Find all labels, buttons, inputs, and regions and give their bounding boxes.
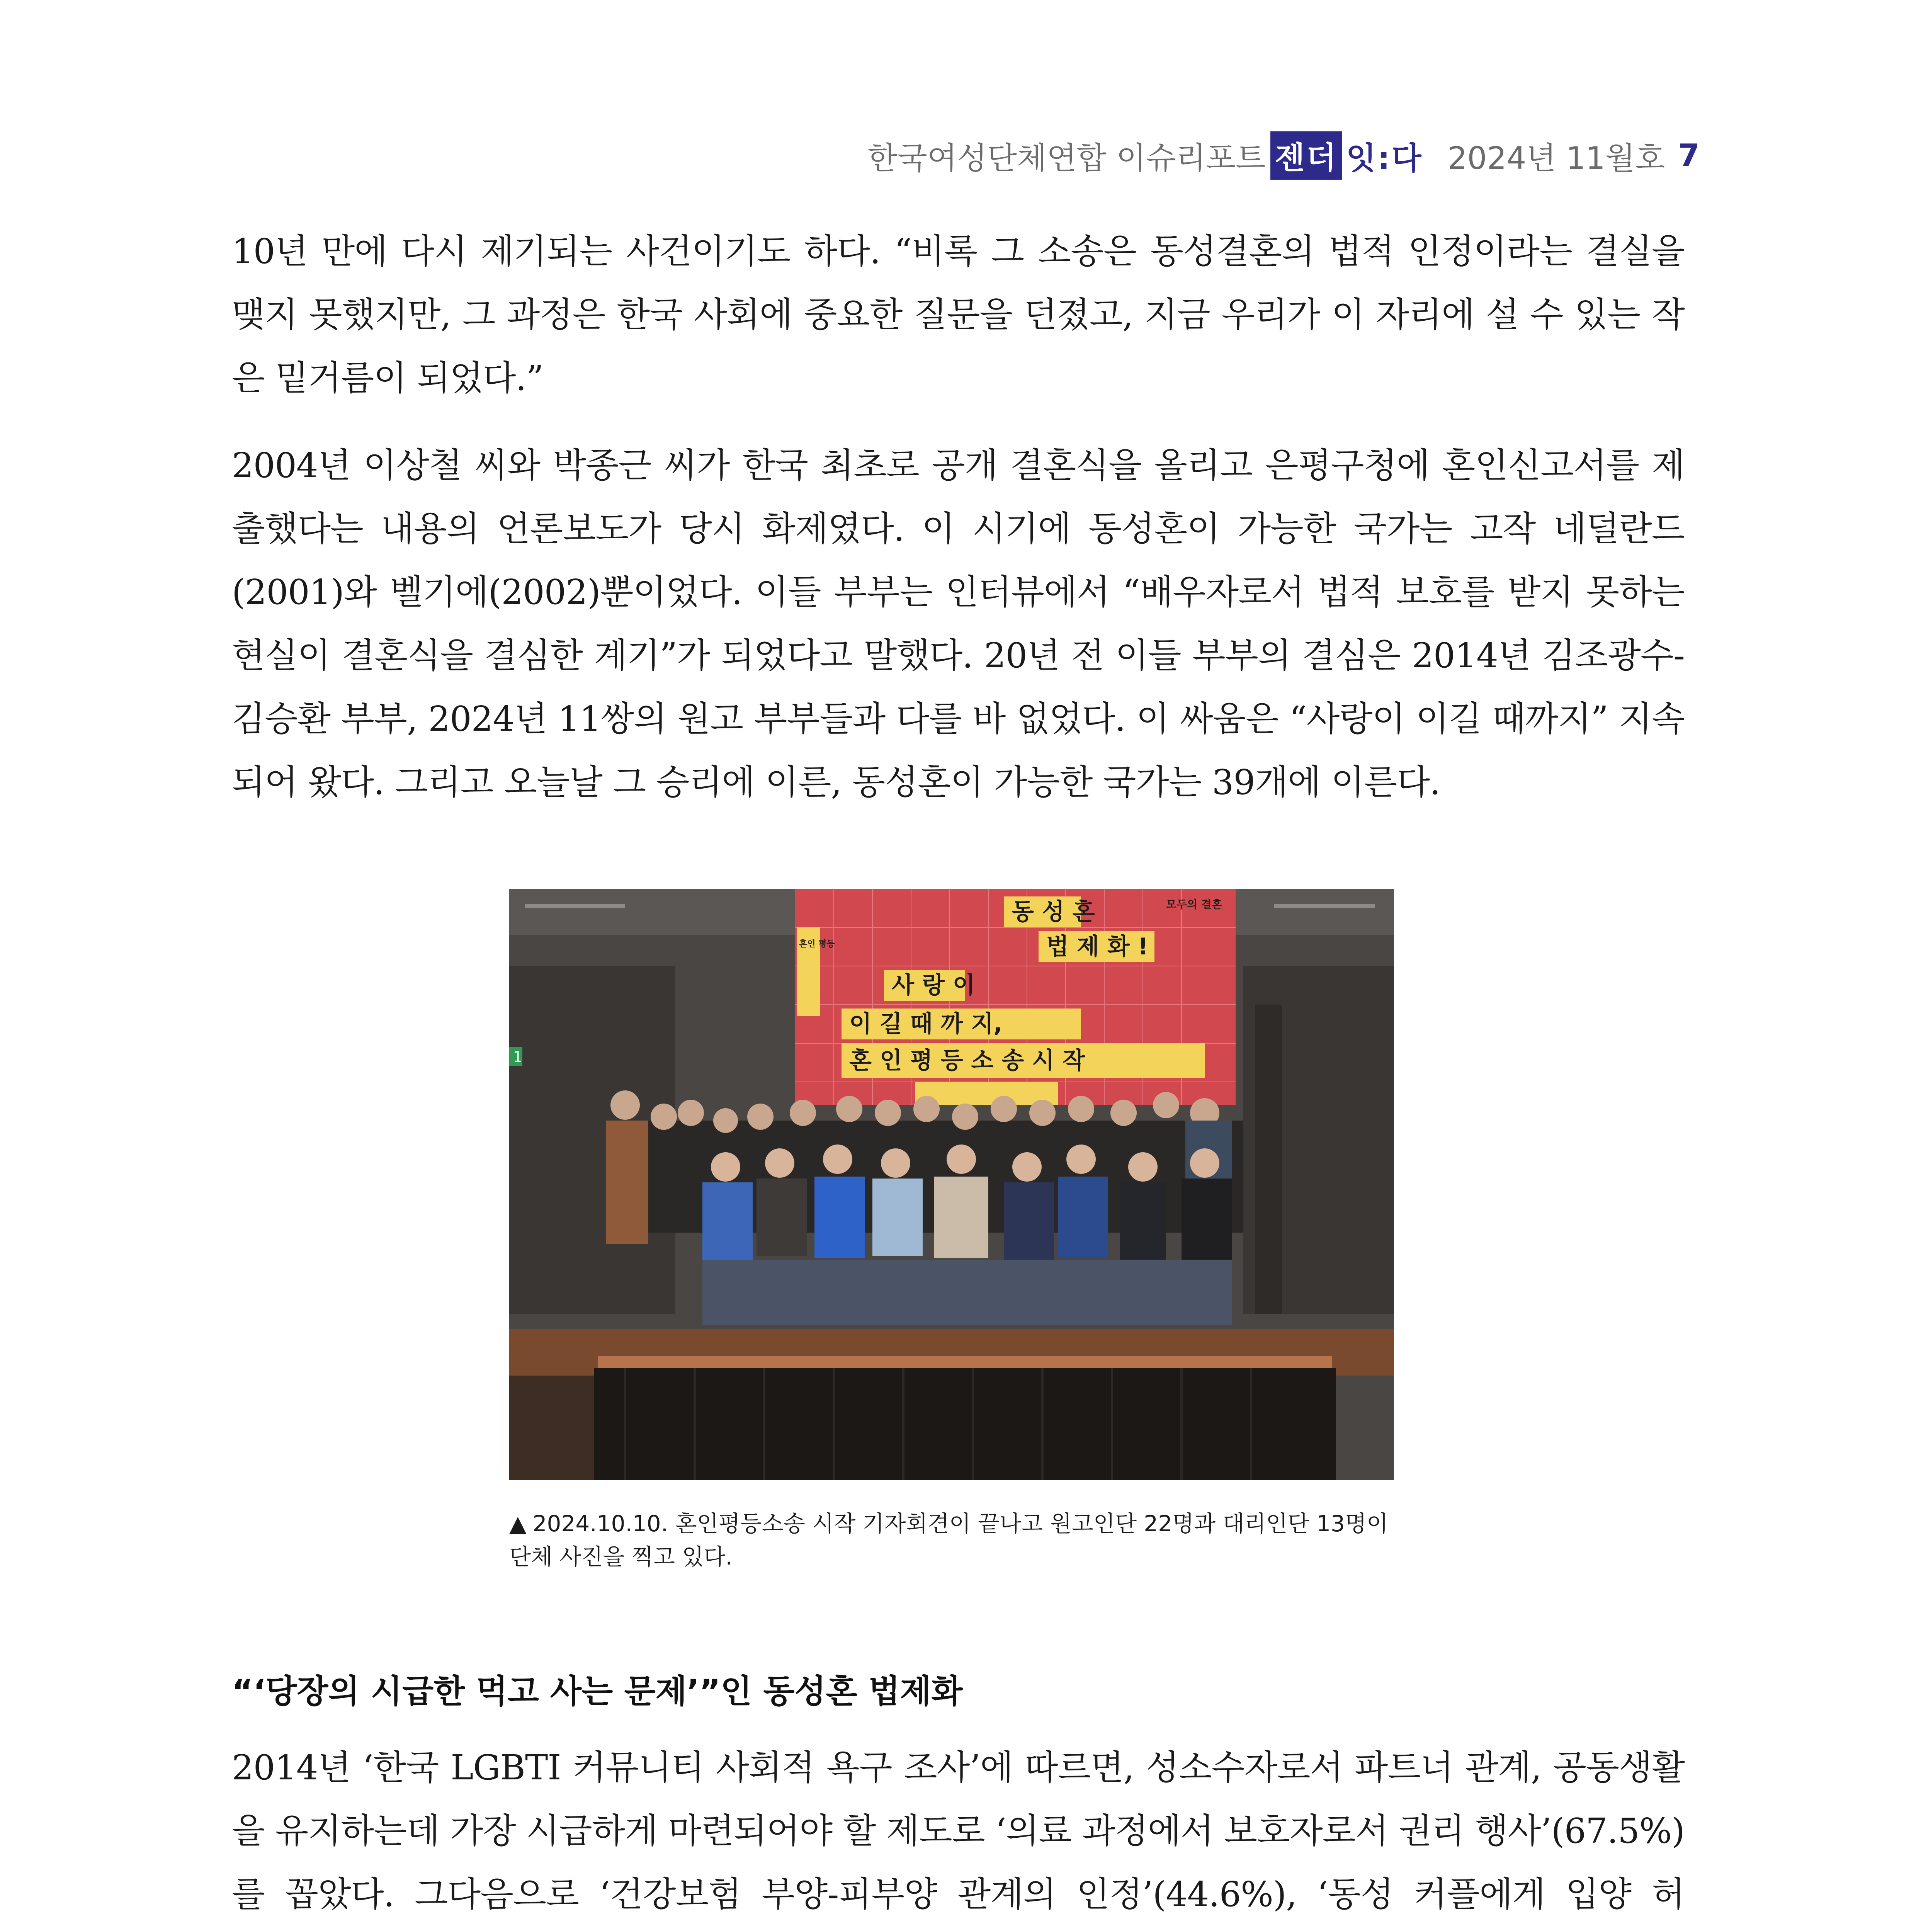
banner-text-4: 이 길 때 까 지, [849,1010,1003,1037]
group-photo-illustration [509,889,1394,1480]
brand-logo [1270,131,1423,180]
brand-logo-box: 젠더 [1270,131,1343,180]
banner-text-2: 법 제 화 ! [1046,933,1148,960]
section-heading: “‘당장의 시급한 먹고 사는 문제’”인 동성혼 법제화 [232,1672,963,1710]
banner-logo-text: 모두의 결혼 [1166,898,1222,911]
banner-side-text: 혼인 평등 [799,939,835,949]
banner-text-3: 사 랑 이 [892,972,975,999]
exit-sign-number: 1 [513,1048,523,1065]
body-paragraph-2: 2004년 이상철 씨와 박종근 씨가 한국 최초로 공개 결혼식을 올리고 은평구청에 혼인신고서를 제출했다는 내용의 언론보도가 당시 화제였다. 이 시기에 동성혼이 가능한 국가는 고작 네덜란드(2001)와 벨기에(2002)뿐이었다. 이들 부부는 인터뷰에서 “배우자로서 법적 보호를 받지 못하는 현실이 결혼식을 결심한 계기”가 되었다고 말했다. 20년 전 이들 부부의 결심은 2014년 김조광수-김승환 부부, 2024년 11쌍의 원고 부부들과 다를 바 없었다. 이 싸움은 “사랑이 이길 때까지” 지속되어 왔다. 그리고 오늘날 그 승리에 이른, 동성혼이 가능한 국가는 39개에 이른다. [232,445,1685,802]
people-front-row [702,1145,1232,1325]
publisher-label: 한국여성단체연합 이슈리포트 [867,140,1266,176]
stage-skirt [594,1368,1336,1480]
banner-text-1: 동 성 혼 [1012,898,1095,925]
issue-label: 2024년 11월호 [1447,140,1665,176]
page-number: 7 [1678,138,1700,173]
body-paragraph-1: 10년 만에 다시 제기되는 사건이기도 하다. “비록 그 소송은 동성결혼의 법적 인정이라는 결실을 맺지 못했지만, 그 과정은 한국 사회에 중요한 질문을 던졌고, 지금 우리가 이 자리에 설 수 있는 작은 밑거름이 되었다.” [232,231,1685,398]
banner-text-5: 혼 인 평 등 소 송 시 작 [849,1047,1085,1074]
photo-caption [509,1507,1394,1573]
brand-logo-rest: 잇:다 [1346,140,1423,176]
caption-text: 2024.10.10. 혼인평등소송 시작 기자회견이 끝나고 원고인단 22명과 대리인단 13명이 단체 사진을 찍고 있다. [509,1510,1389,1570]
caption-triangle-icon: ▲ [509,1510,527,1537]
group-photo [509,889,1394,1480]
body-paragraph-3: 2014년 ‘한국 LGBTI 커뮤니티 사회적 욕구 조사’에 따르면, 성소수자로서 파트너 관계, 공동생활을 유지하는데 가장 시급하게 마련되어야 할 제도로 ‘의료 과정에서 보호자로서 권리 행사’(67.5%)를 꼽았다. 그다음으로 ‘건강보험 부양-피부양 관계의 인정’(44.6%), ‘동성 커플에게 입양 허 [232,1747,1685,1914]
running-header [867,131,1700,180]
